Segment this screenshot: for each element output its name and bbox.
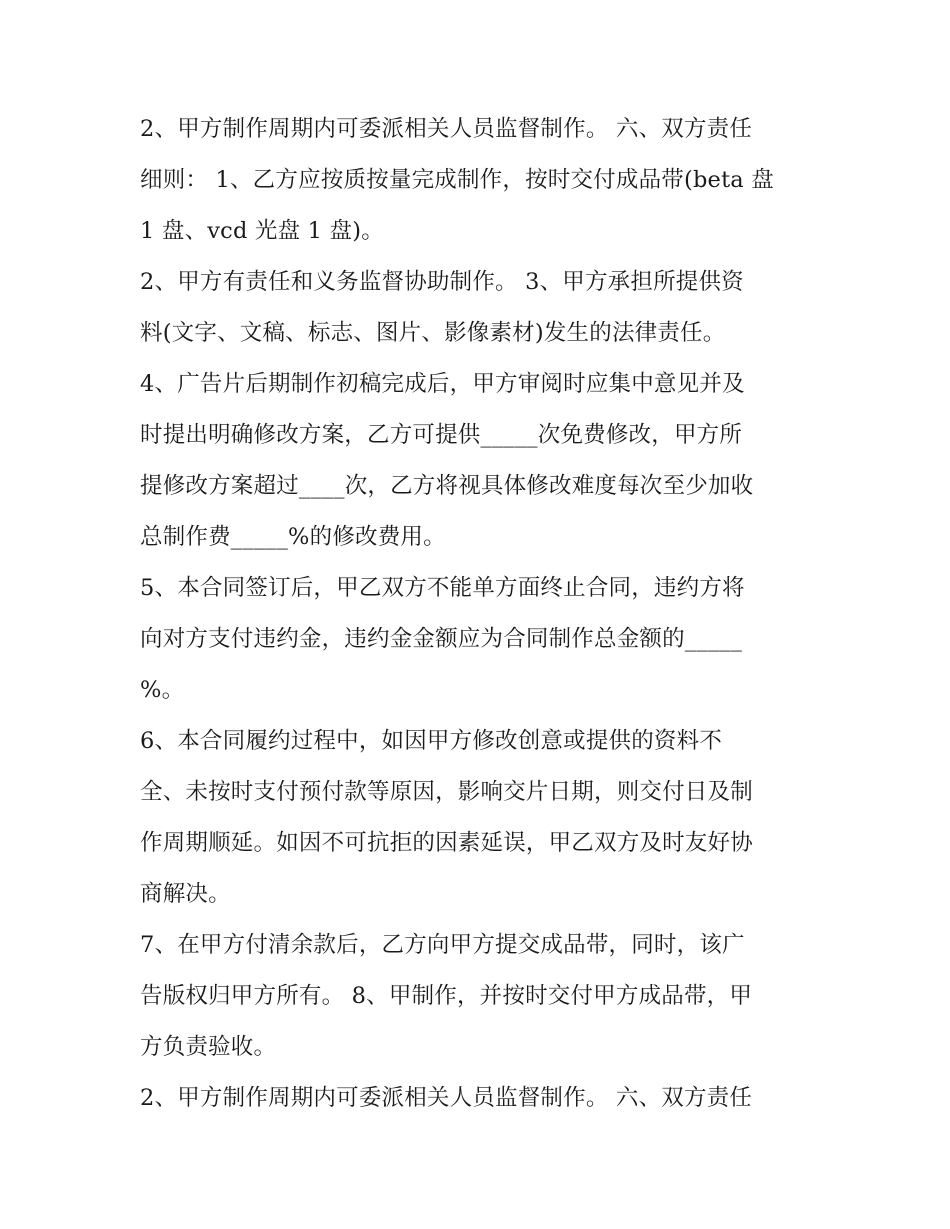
text-line: 4、广告片后期制作初稿完成后，甲方审阅时应集中意见并及 (140, 371, 745, 397)
text-line: 时提出明确修改方案，乙方可提供_____次免费修改，甲方所 (140, 422, 743, 448)
text-line: 1 盘、vcd 光盘 1 盘)。 (140, 218, 384, 244)
text-line: 细则： 1、乙方应按质按量完成制作，按时交付成品带(beta 盘 (140, 167, 774, 193)
text-line: 商解决。 (140, 881, 231, 907)
text-line: 2、甲方制作周期内可委派相关人员监督制作。 六、双方责任 (140, 116, 753, 142)
text-line: 向对方支付违约金，违约金金额应为合同制作总金额的_____ (140, 626, 743, 652)
text-line: 告版权归甲方所有。 8、甲制作，并按时交付甲方成品带，甲 (140, 983, 753, 1009)
text-line: 2、甲方制作周期内可委派相关人员监督制作。 六、双方责任 (140, 1085, 753, 1111)
text-line: 提修改方案超过____次，乙方将视具体修改难度每次至少加收 (140, 473, 754, 499)
text-line: 7、在甲方付清余款后，乙方向甲方提交成品带，同时，该广 (140, 932, 745, 958)
document-body (140, 104, 812, 1124)
text-line: %。 (140, 677, 185, 703)
text-line: 6、本合同履约过程中，如因甲方修改创意或提供的资料不 (140, 728, 723, 754)
text-line: 5、本合同签订后，甲乙双方不能单方面终止合同，违约方将 (140, 575, 745, 601)
text-line: 作周期顺延。如因不可抗拒的因素延误，甲乙双方及时友好协 (140, 830, 753, 856)
text-line: 总制作费_____%的修改费用。 (140, 524, 446, 550)
text-line: 全、未按时支付预付款等原因，影响交片日期，则交付日及制 (140, 779, 753, 805)
text-line: 2、甲方有责任和义务监督协助制作。 3、甲方承担所提供资 (140, 269, 744, 295)
text-line: 料(文字、文稿、标志、图片、影像素材)发生的法律责任。 (140, 320, 726, 346)
text-line: 方负责验收。 (140, 1034, 277, 1060)
